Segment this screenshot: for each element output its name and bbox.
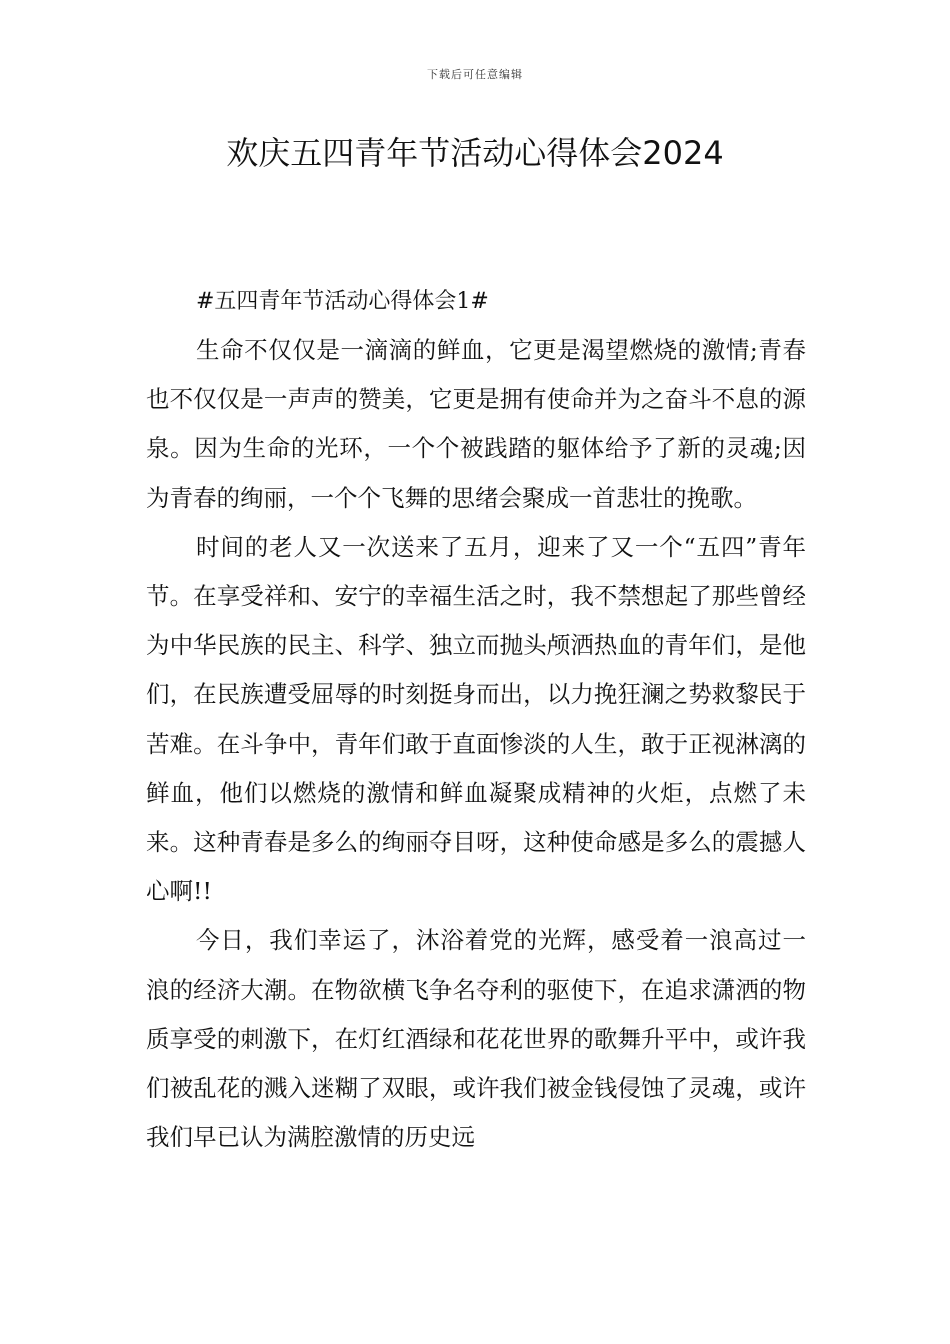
header-note: 下载后可任意编辑 (427, 68, 523, 81)
document-title: 欢庆五四青年节活动心得体会2024 (226, 134, 724, 172)
document-body (146, 277, 806, 1162)
paragraph-3: 今日，我们幸运了，沐浴着党的光辉，感受着一浪高过一浪的经济大潮。在物欲横飞争名夺利的驱使下，在追求潇洒的物质享受的刺激下，在灯红酒绿和花花世界的歌舞升平中，或许我们被乱花的溅入迷糊了双眼，或许我们被金钱侵蚀了灵魂，或许我们早已认为满腔激情的历史远 (146, 926, 806, 1152)
paragraph-2: 时间的老人又一次送来了五月，迎来了又一个“五四”青年节。在享受祥和、安宁的幸福生活之时，我不禁想起了那些曾经为中华民族的民主、科学、独立而抛头颅洒热血的青年们，是他们，在民族遭受屈辱的时刻挺身而出，以力挽狂澜之势救黎民于苦难。在斗争中，青年们敢于直面惨淡的人生，敢于正视淋漓的鲜血，他们以燃烧的激情和鲜血凝聚成精神的火炬，点燃了未来。这种青春是多么的绚丽夺目呀，这种使命感是多么的震撼人心啊!! (146, 532, 806, 906)
section-heading: #五四青年节活动心得体会1# (196, 289, 489, 314)
paragraph-1: 生命不仅仅是一滴滴的鲜血，它更是渴望燃烧的激情;青春也不仅仅是一声声的赞美，它更是拥有使命并为之奋斗不息的源泉。因为生命的光环，一个个被践踏的躯体给予了新的灵魂;因为青春的绚丽，一个个飞舞的思绪会聚成一首悲壮的挽歌。 (146, 336, 806, 512)
